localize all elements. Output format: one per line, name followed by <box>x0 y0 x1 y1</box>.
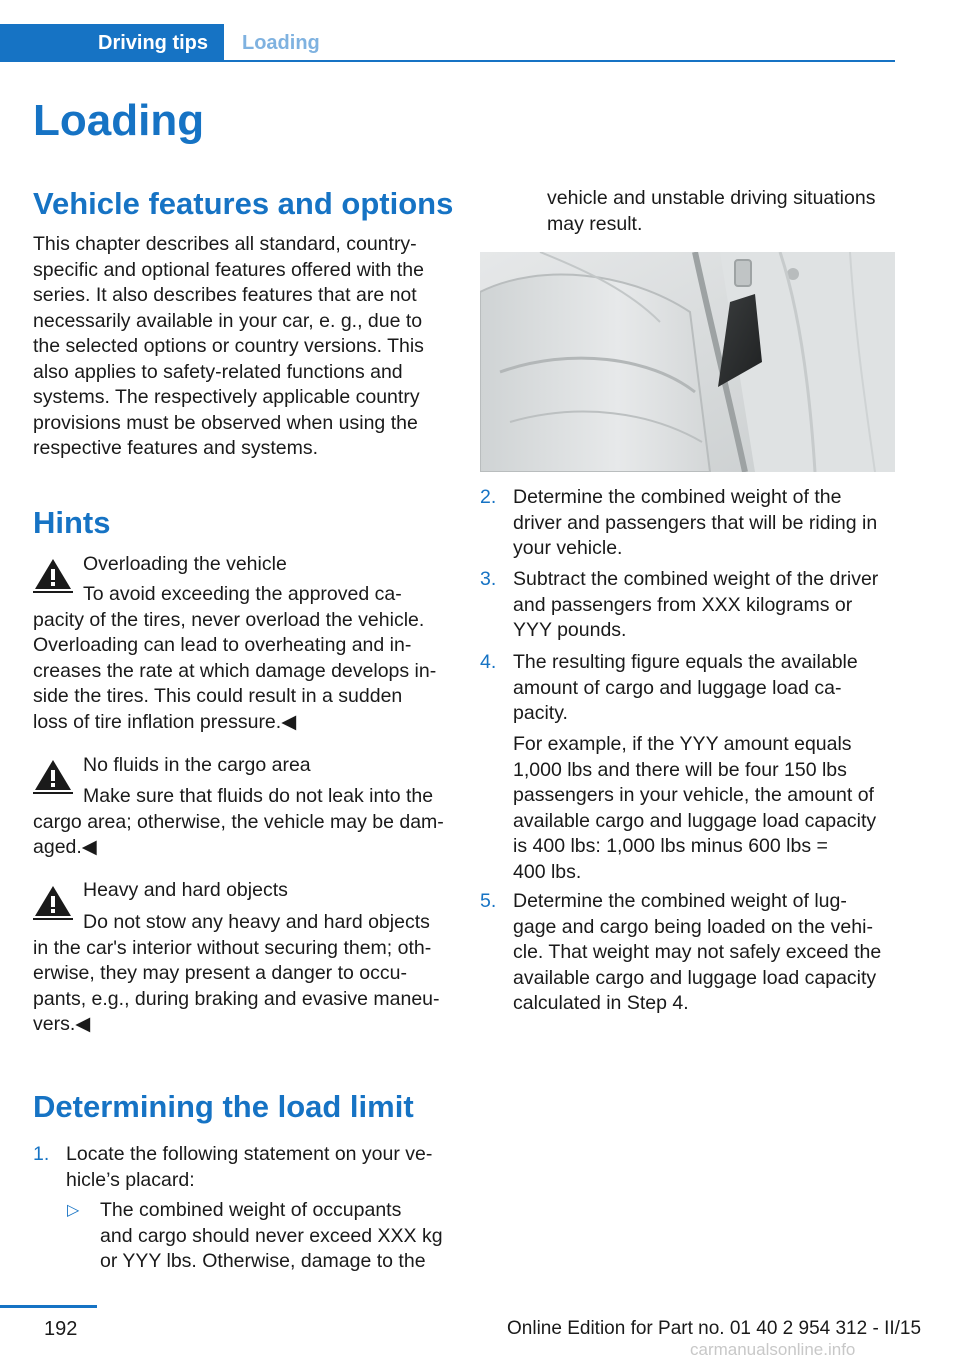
text-line: loss of tire inflation pressure.◀ <box>33 710 297 733</box>
step-number: 5. <box>480 890 497 912</box>
text-line: in the car's interior without securing them; oth- <box>33 936 432 959</box>
text-line: Make sure that fluids do not leak into the <box>83 785 434 807</box>
footer-rule <box>0 1305 97 1308</box>
text-line: specific and optional features offered with the <box>33 258 424 281</box>
edition-text: Online Edition for Part no. 01 40 2 954 312 - II/15 <box>507 1318 922 1339</box>
step-3-text <box>513 567 898 644</box>
warning-body-heavy-objects <box>33 910 453 1038</box>
text-line: and passengers from XXX kilograms or <box>513 593 853 616</box>
section-heading-vehicle-features: Vehicle features and options <box>33 186 454 221</box>
text-line: provisions must be observed when using the <box>33 411 418 434</box>
tab-driving-tips[interactable]: Driving tips <box>0 24 224 62</box>
step-5-text <box>513 889 898 1017</box>
bullet-triangle-icon: ▷ <box>67 1202 80 1219</box>
page-title: Loading <box>33 96 205 145</box>
text-line: hicle’s placard: <box>66 1168 195 1191</box>
text-line: amount of cargo and luggage load ca- <box>513 676 842 699</box>
text-line: cargo area; otherwise, the vehicle may be dam- <box>33 810 444 833</box>
step-1-text <box>66 1142 456 1193</box>
step-number: 3. <box>480 568 497 590</box>
text-line: 400 lbs. <box>513 860 582 883</box>
warning-body-overloading <box>33 582 453 735</box>
page-number: 192 <box>44 1318 78 1340</box>
text-line: driver and passengers that will be riding in <box>513 511 878 534</box>
text-line: creases the rate at which damage develops in- <box>33 659 437 682</box>
header-rule <box>224 60 895 62</box>
text-line: the selected options or country versions. This <box>33 335 424 357</box>
text-line: available cargo and luggage load capacity <box>513 966 877 989</box>
text-line: 1,000 lbs and there will be four 150 lbs <box>513 758 847 781</box>
text-line: Determine the combined weight of lug- <box>513 890 847 912</box>
step-4-example <box>513 732 898 885</box>
text-line: pants, e.g., during braking and evasive maneu- <box>33 987 440 1010</box>
text-line: For example, if the YYY amount equals <box>513 733 852 755</box>
step-number: 4. <box>480 651 497 673</box>
text-line: and cargo should never exceed XXX kg <box>100 1224 443 1247</box>
tab-loading[interactable]: Loading <box>242 32 320 54</box>
text-line: vers.◀ <box>33 1013 91 1035</box>
text-line: To avoid exceeding the approved ca- <box>83 583 402 605</box>
text-line: aged.◀ <box>33 836 97 858</box>
text-line: pacity. <box>513 702 568 724</box>
step-number: 2. <box>480 486 497 508</box>
text-line: The combined weight of occupants <box>100 1199 402 1221</box>
section-heading-load-limit: Determining the load limit <box>33 1089 414 1124</box>
text-line: your vehicle. <box>513 537 623 559</box>
text-line: erwise, they may present a danger to occu- <box>33 962 407 984</box>
step-4-text <box>513 650 898 727</box>
text-line: systems. The respectively applicable country <box>33 386 420 408</box>
text-line: also applies to safety-related functions and <box>33 360 403 383</box>
continuation-text <box>547 186 897 237</box>
text-line: Subtract the combined weight of the driver <box>513 568 879 590</box>
step-2-text <box>513 485 898 562</box>
text-line: necessarily available in your car, e. g., due to <box>33 309 423 332</box>
text-line: Do not stow any heavy and hard objects <box>83 911 430 933</box>
watermark: carmanualsonline.info <box>690 1340 856 1359</box>
text-line: Locate the following statement on your ve- <box>66 1143 433 1165</box>
text-line: is 400 lbs: 1,000 lbs minus 600 lbs = <box>513 835 828 857</box>
text-line: gage and cargo being loaded on the vehi- <box>513 915 873 938</box>
bullet-text <box>100 1198 460 1275</box>
text-line: vehicle and unstable driving situations <box>547 187 876 209</box>
text-line: cle. That weight may not safely exceed the <box>513 941 882 963</box>
text-line: available cargo and luggage load capacity <box>513 809 877 832</box>
text-line: The resulting figure equals the available <box>513 651 858 673</box>
step-number: 1. <box>33 1143 50 1165</box>
text-line: Overloading can lead to overheating and in- <box>33 634 412 656</box>
header-tabs <box>0 24 895 62</box>
text-line: YYY pounds. <box>513 619 627 641</box>
seat-door-pocket-illustration <box>480 252 895 472</box>
text-line: calculated in Step 4. <box>513 992 689 1014</box>
text-line: Determine the combined weight of the <box>513 486 842 508</box>
text-line: pacity of the tires, never overload the vehicle. <box>33 608 425 631</box>
text-line: passengers in your vehicle, the amount of <box>513 784 874 806</box>
warning-title-overloading: Overloading the vehicle <box>83 553 287 575</box>
warning-body-fluids <box>33 784 453 861</box>
text-line: respective features and systems. <box>33 437 319 459</box>
text-line: or YYY lbs. Otherwise, damage to the <box>100 1250 426 1272</box>
warning-title-fluids: No fluids in the cargo area <box>83 754 311 776</box>
text-line: This chapter describes all standard, country- <box>33 233 417 255</box>
text-line: series. It also describes features that are not <box>33 284 417 306</box>
text-line: may result. <box>547 212 643 235</box>
section-heading-hints: Hints <box>33 505 111 540</box>
section-vehicle-features-body <box>33 232 453 462</box>
warning-title-heavy-objects: Heavy and hard objects <box>83 879 288 901</box>
seat-door-pocket-image <box>480 252 895 472</box>
text-line: side the tires. This could result in a sudden <box>33 685 403 707</box>
